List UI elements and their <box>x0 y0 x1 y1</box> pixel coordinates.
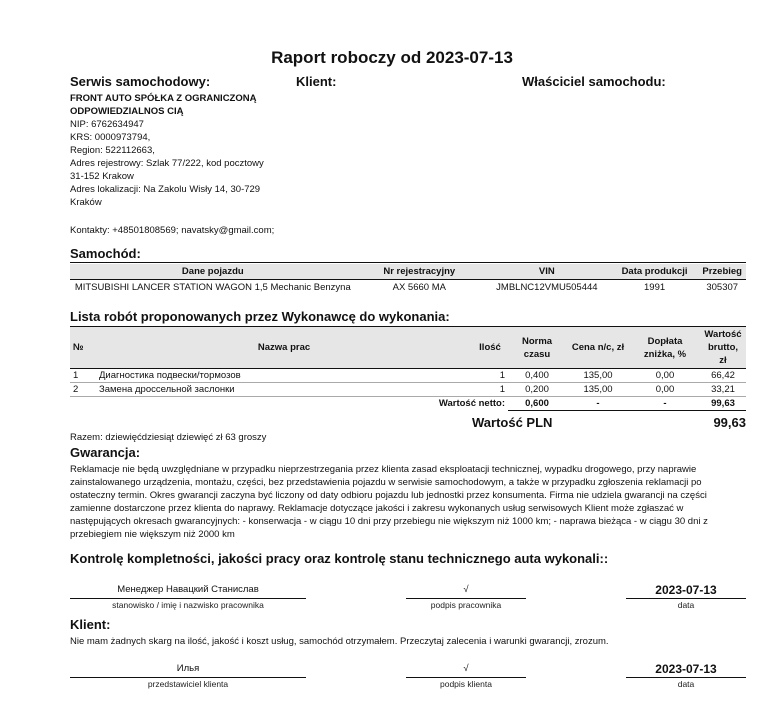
work-name: Замена дроссельной заслонки <box>96 383 472 397</box>
table-row <box>70 383 746 397</box>
work-quantity: 1 <box>472 383 508 397</box>
total-row <box>70 397 746 411</box>
warranty-heading: Gwarancja: <box>70 445 141 460</box>
vin: JMBLNC12VMU505444 <box>496 282 598 293</box>
client-signature-line <box>406 677 526 678</box>
work-time-norm: 0,400 <box>508 369 566 383</box>
company-name-line2: ODPOWIEDZIALNOS CIĄ <box>70 106 184 117</box>
work-no: 2 <box>70 383 96 397</box>
registration-number: AX 5660 MA <box>392 282 446 293</box>
client-section-heading: Klient: <box>70 617 111 632</box>
net-total-time: 0,600 <box>508 397 566 411</box>
col-surcharge: Dopłata zniżka, % <box>630 327 700 369</box>
works-table <box>70 326 746 411</box>
contacts: Kontakty: +48501808569; navatsky@gmail.com; <box>70 225 275 236</box>
work-no: 1 <box>70 369 96 383</box>
work-time-norm: 0,200 <box>508 383 566 397</box>
client-signature: √ <box>463 663 469 674</box>
col-production-date: Data produkcji <box>611 264 699 280</box>
razem-text: Razem: dziewięćdziesiąt dziewięć zł 63 groszy <box>70 432 267 443</box>
work-net-price: 135,00 <box>566 369 630 383</box>
works-heading: Lista robót proponowanych przez Wykonawcę do wykonania: <box>70 309 450 324</box>
car-heading: Samochód: <box>70 246 141 261</box>
pln-value: 99,63 <box>713 415 746 430</box>
client-representative-name: Илья <box>176 663 200 674</box>
owner-heading: Właściciel samochodu: <box>522 74 666 89</box>
warranty-text: Reklamacje nie będą uwzględniane w przypadku nieprzestrzegania przez klienta zasad eksploatacji technicznej, wypadku drogowego, przy naprawie zainstalowanego urządzenia, montażu, części, bez przedstawienia pojazdu w serwisie samochodowym, a także w przypadku zgłoszenia reklamacji po ostateczny termin. Okres gwarancji zaczyna być liczony od daty odbioru pojazdu lub jednostki przez konsumenta. Firma nie udziela gwarancji na części zamienne dostarczone przez klienta do naprawy. Reklamacje dotyczące jakości i zakresu wykonanych usług serwisowych Klient może zgłaszać w następujących okresach gwarancyjnych: - konserwacja - w ciągu 10 dni przy przebiegu nie większym niż 1000 km; - naprawa bieżąca - w ciągu 30 dni z przebiegiem nie większym niż 2000 km <box>70 464 708 540</box>
work-surcharge: 0,00 <box>630 369 700 383</box>
krs: KRS: 0000973794, <box>70 132 151 143</box>
net-total-value: 99,63 <box>700 397 746 411</box>
pln-label: Wartość PLN <box>472 415 553 430</box>
service-details <box>70 92 300 209</box>
work-net-price: 135,00 <box>566 383 630 397</box>
employee-date-caption: data <box>677 600 695 610</box>
work-gross-value: 66,42 <box>700 369 746 383</box>
col-gross-value: Wartość brutto, zł <box>700 327 746 369</box>
net-total-price: - <box>566 397 630 411</box>
col-time-norm: Norma czasu <box>508 327 566 369</box>
col-registration: Nr rejestracyjny <box>356 264 483 280</box>
employee-name: Менеджер Навацкий Станислав <box>117 584 259 595</box>
region: Region: 522112663, <box>70 145 155 156</box>
col-mileage: Przebieg <box>698 264 746 280</box>
nip: NIP: 6762634947 <box>70 119 144 130</box>
registered-address-line1: Adres rejestrowy: Szlak 77/222, kod pocztowy <box>70 158 264 169</box>
client-name-line <box>70 677 306 678</box>
vehicle-data: MITSUBISHI LANCER STATION WAGON 1,5 Mechanic Benzyna <box>74 282 351 293</box>
client-date-caption: data <box>677 679 695 689</box>
page-title: Raport roboczy od 2023-07-13 <box>271 48 513 67</box>
mileage: 305307 <box>706 282 739 293</box>
client-date: 2023-07-13 <box>655 662 717 676</box>
client-statement: Nie mam żadnych skarg na ilość, jakość i koszt usług, samochód otrzymałem. Przeczytaj zalecenia i warunki gwarancji, zrozum. <box>70 636 609 647</box>
employee-signature-caption: podpis pracownika <box>430 600 502 610</box>
client-date-line <box>626 677 746 678</box>
car-divider <box>70 262 746 263</box>
works-header-row <box>70 327 746 369</box>
col-vin: VIN <box>483 264 611 280</box>
razem <box>70 432 266 443</box>
location-address-line1: Adres lokalizacji: Na Zakolu Wisły 14, 30-729 <box>70 184 261 195</box>
employee-signature: √ <box>463 584 469 595</box>
net-total-label: Wartość netto: <box>438 397 505 409</box>
registered-address-line2: 31-152 Krakow <box>70 171 134 182</box>
vehicle-header-row <box>70 264 746 280</box>
vehicle-table <box>70 264 746 295</box>
employee-name-caption: stanowisko / imię i nazwisko pracownika <box>112 600 264 610</box>
col-quantity: Ilość <box>472 327 508 369</box>
employee-date-line <box>626 598 746 599</box>
service-heading: Serwis samochodowy: <box>70 74 211 89</box>
employee-date: 2023-07-13 <box>655 583 717 597</box>
col-no: № <box>70 327 96 369</box>
control-heading: Kontrolę kompletności, jakości pracy oraz kontrolę stanu technicznego auta wykonali:: <box>70 551 609 566</box>
table-row <box>70 369 746 383</box>
location-address-line2: Kraków <box>70 197 102 208</box>
employee-name-line <box>70 598 306 599</box>
col-work-name: Nazwa prac <box>96 327 472 369</box>
col-net-price: Cena n/c, zł <box>566 327 630 369</box>
work-quantity: 1 <box>472 369 508 383</box>
client-signature-caption: podpis klienta <box>440 679 492 689</box>
company-name-line1: FRONT AUTO SPÓŁKA Z OGRANICZONĄ <box>70 93 257 104</box>
work-surcharge: 0,00 <box>630 383 700 397</box>
employee-signature-line <box>406 598 526 599</box>
work-gross-value: 33,21 <box>700 383 746 397</box>
net-total-surcharge: - <box>630 397 700 411</box>
col-vehicle-data: Dane pojazdu <box>70 264 356 280</box>
client-heading: Klient: <box>296 74 337 89</box>
client-name-caption: przedstawiciel klienta <box>147 679 229 689</box>
production-date: 1991 <box>644 282 666 293</box>
work-name: Диагностика подвески/тормозов <box>96 369 472 383</box>
vehicle-row <box>70 280 746 296</box>
